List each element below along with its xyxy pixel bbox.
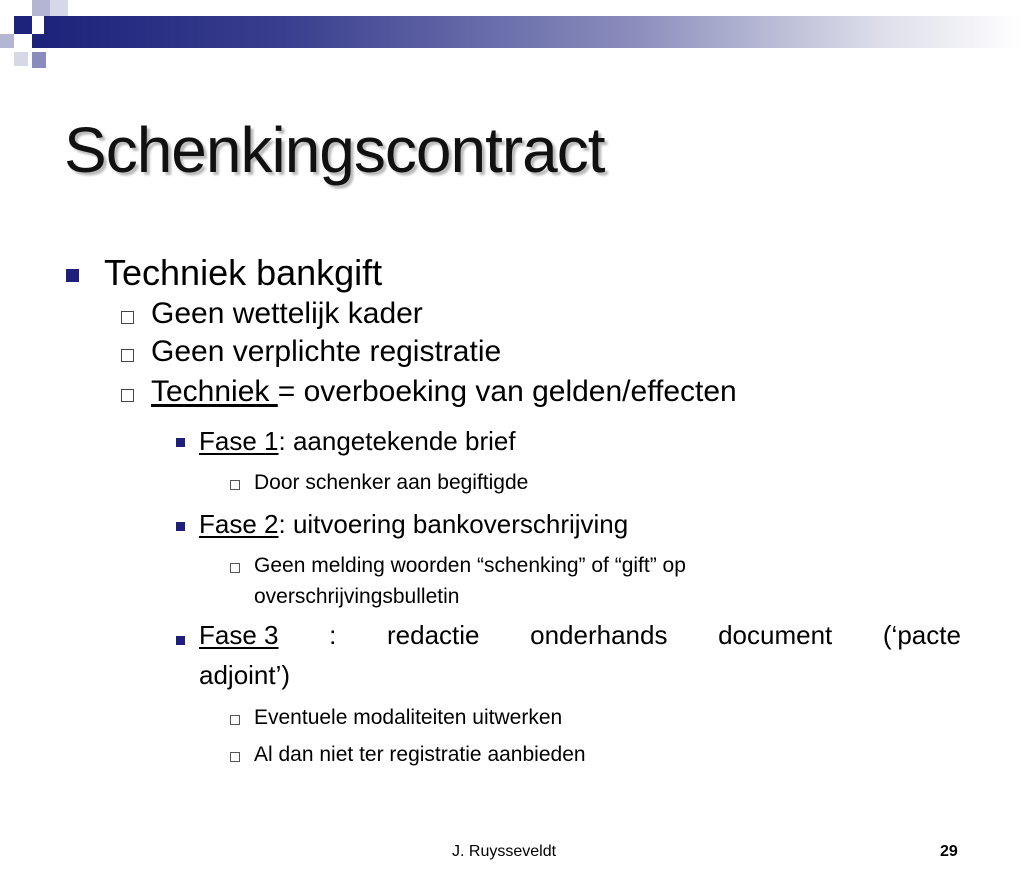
fase3-word: onderhands (530, 620, 668, 650)
bullet-square-icon (176, 438, 185, 447)
decor-square (14, 16, 32, 34)
bullet-hollow-square-icon (230, 752, 240, 762)
fase3-label: Fase 3 (199, 620, 279, 650)
fase3-word: document (718, 620, 833, 650)
fase1-line (199, 426, 516, 457)
bullet-square-icon (176, 522, 185, 531)
decor-square (14, 52, 28, 66)
fase2-sub-line2: overschrijvingsbulletin (254, 585, 460, 608)
fase1-sub: Door schenker aan begiftigde (254, 471, 529, 494)
fase3-line2: adjoint’) (199, 660, 291, 690)
fase2-label: Fase 2 (199, 509, 279, 539)
fase2-line (199, 509, 628, 540)
bullet-hollow-square-icon (230, 563, 240, 573)
page-number: 29 (940, 843, 958, 860)
footer-author: J. Ruysseveldt (452, 843, 557, 860)
header-gradient-bar (44, 16, 1024, 48)
underlined-term: Techniek (151, 375, 278, 408)
bullet-hollow-square-icon (230, 715, 240, 725)
fase3-word: redactie (386, 620, 480, 650)
bullet-square-icon (66, 269, 79, 282)
fase2-text: : uitvoering bankoverschrijving (278, 509, 629, 539)
fase3-word: : (329, 620, 337, 650)
fase2-sub-line1: Geen melding woorden “schenking” of “gift” op (254, 554, 686, 577)
bullet-hollow-square-icon (230, 480, 240, 490)
sub-bullet-techniek (151, 375, 737, 409)
sub-bullet-text: Geen wettelijk kader (151, 297, 423, 330)
decor-square (32, 0, 50, 16)
decor-square (0, 34, 14, 48)
fase3-line1 (199, 620, 961, 651)
decor-square (32, 52, 46, 68)
decor-square (32, 34, 46, 48)
bullet-square-icon (176, 636, 185, 645)
fase3-sub2: Al dan niet ter registratie aanbieden (254, 743, 586, 766)
decor-square (50, 0, 68, 16)
fase1-label: Fase 1 (199, 426, 279, 456)
bullet-hollow-square-icon (121, 349, 134, 362)
sub-bullet-text: Geen verplichte registratie (151, 335, 502, 368)
fase1-text: : aangetekende brief (278, 426, 516, 456)
fase3-word: (‘pacte (882, 620, 961, 650)
fase3-sub1: Eventuele modaliteiten uitwerken (254, 706, 563, 729)
bullet-hollow-square-icon (121, 389, 134, 402)
bullet-hollow-square-icon (121, 311, 134, 324)
sub-bullet-rest: = overboeking van gelden/effecten (277, 375, 737, 408)
slide-title: Schenkingscontract (64, 114, 605, 186)
main-bullet-text: Techniek bankgift (104, 252, 383, 293)
